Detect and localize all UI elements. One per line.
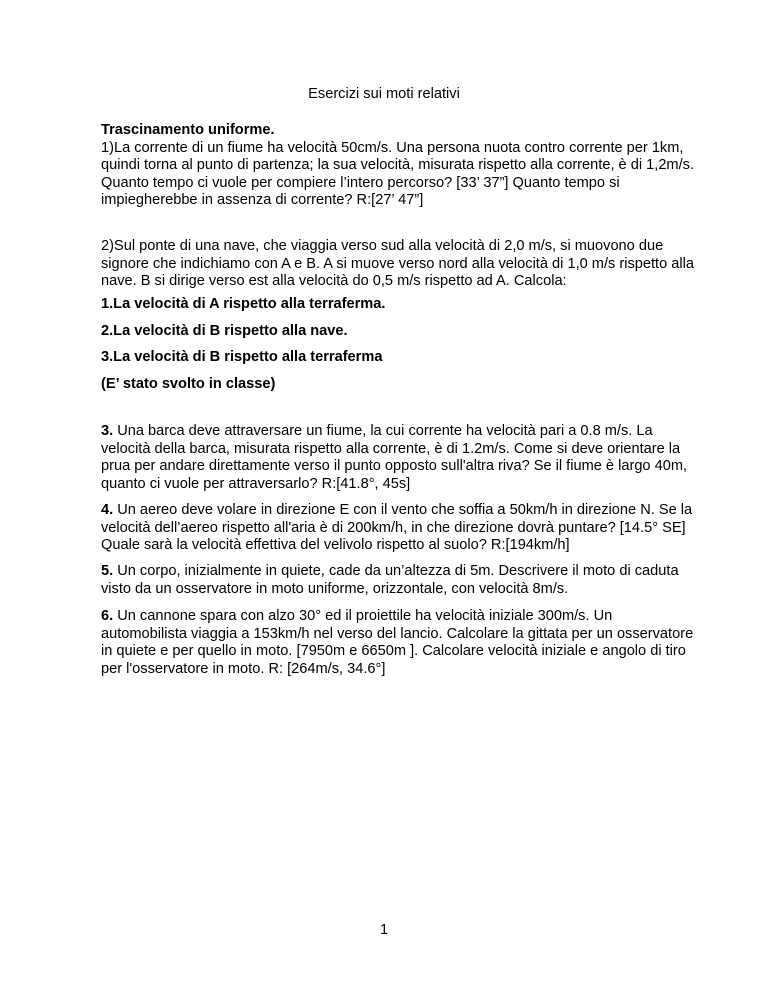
exercise-2-note: (E’ stato svolto in classe) bbox=[101, 376, 276, 392]
section-heading: Trascinamento uniforme. bbox=[101, 122, 275, 138]
exercise-2 bbox=[101, 238, 701, 291]
page-number: 1 bbox=[379, 922, 389, 938]
exercise-1-text: 1)La corrente di un fiume ha velocità 50cm/s. Una persona nuota contro corrente per 1km, quindi torna al punto di partenza; la sua velocità, misurata rispetto alla corrente, è di 1,2m/s. Quanto tempo ci vuole per compiere l’intero percorso? [33’ 37”] Quanto tempo si impiegherebbe in assenza di corrente? R:[27’ 47”] bbox=[101, 139, 694, 208]
section-uniform-drag bbox=[101, 122, 701, 210]
exercise-6-text: Un cannone spara con alzo 30° ed il proiettile ha velocità iniziale 300m/s. Un automobilista viaggia a 153km/h nel verso del lancio. Calcolare la gittata per un osservatore in quiete e per quello in moto. [7950m e 6650m ]. Calcolare velocità iniziale e angolo di tiro per l'osservatore in moto. R: [264m/s, 34.6°] bbox=[101, 608, 694, 677]
exercise-4-number: 4. bbox=[101, 502, 114, 518]
exercise-5-text: Un corpo, inizialmente in quiete, cade da un’altezza di 5m. Descrivere il moto di caduta visto da un osservatore in moto uniforme, orizzontale, con velocità 8m/s. bbox=[101, 563, 679, 597]
exercise-5 bbox=[101, 563, 701, 598]
document-title: Esercizi sui moti relativi bbox=[308, 86, 460, 102]
exercise-2-item-3: 3.La velocità di B rispetto alla terraferma bbox=[101, 349, 383, 365]
exercise-2-text: 2)Sul ponte di una nave, che viaggia verso sud alla velocità di 2,0 m/s, si muovono due signore che indichiamo con A e B. A si muove verso nord alla velocità di 1,0 m/s rispetto alla nave. B si dirige verso est alla velocità do 0,5 m/s rispetto ad A. Calcola: bbox=[101, 238, 694, 289]
exercise-6-number: 6. bbox=[101, 608, 114, 624]
exercise-2-item-1: 1.La velocità di A rispetto alla terraferma. bbox=[101, 296, 386, 312]
exercise-3-number: 3. bbox=[101, 423, 114, 439]
exercise-2-item-2: 2.La velocità di B rispetto alla nave. bbox=[101, 323, 348, 339]
exercise-3 bbox=[101, 423, 701, 493]
exercise-5-number: 5. bbox=[101, 563, 114, 579]
exercise-3-text: Una barca deve attraversare un fiume, la cui corrente ha velocità pari a 0.8 m/s. La velocità della barca, misurata rispetto alla corrente, è di 1.2m/s. Come si deve orientare la prua per andare direttamente verso il punto opposto sull'altra riva? Se il fiume è largo 40m, quanto ci vuole per attraversarlo? R:[41.8°, 45s] bbox=[101, 423, 688, 492]
exercise-4-text: Un aereo deve volare in direzione E con il vento che soffia a 50km/h in direzione N. Se la velocità dell’aereo rispetto all'aria è di 200km/h, in che direzione dovrà puntare? [14.5° SE] Quale sarà la velocità effettiva del velivolo rispetto al suolo? R:[194km/h] bbox=[101, 502, 693, 553]
exercise-4 bbox=[101, 502, 701, 555]
exercise-6 bbox=[101, 608, 701, 678]
